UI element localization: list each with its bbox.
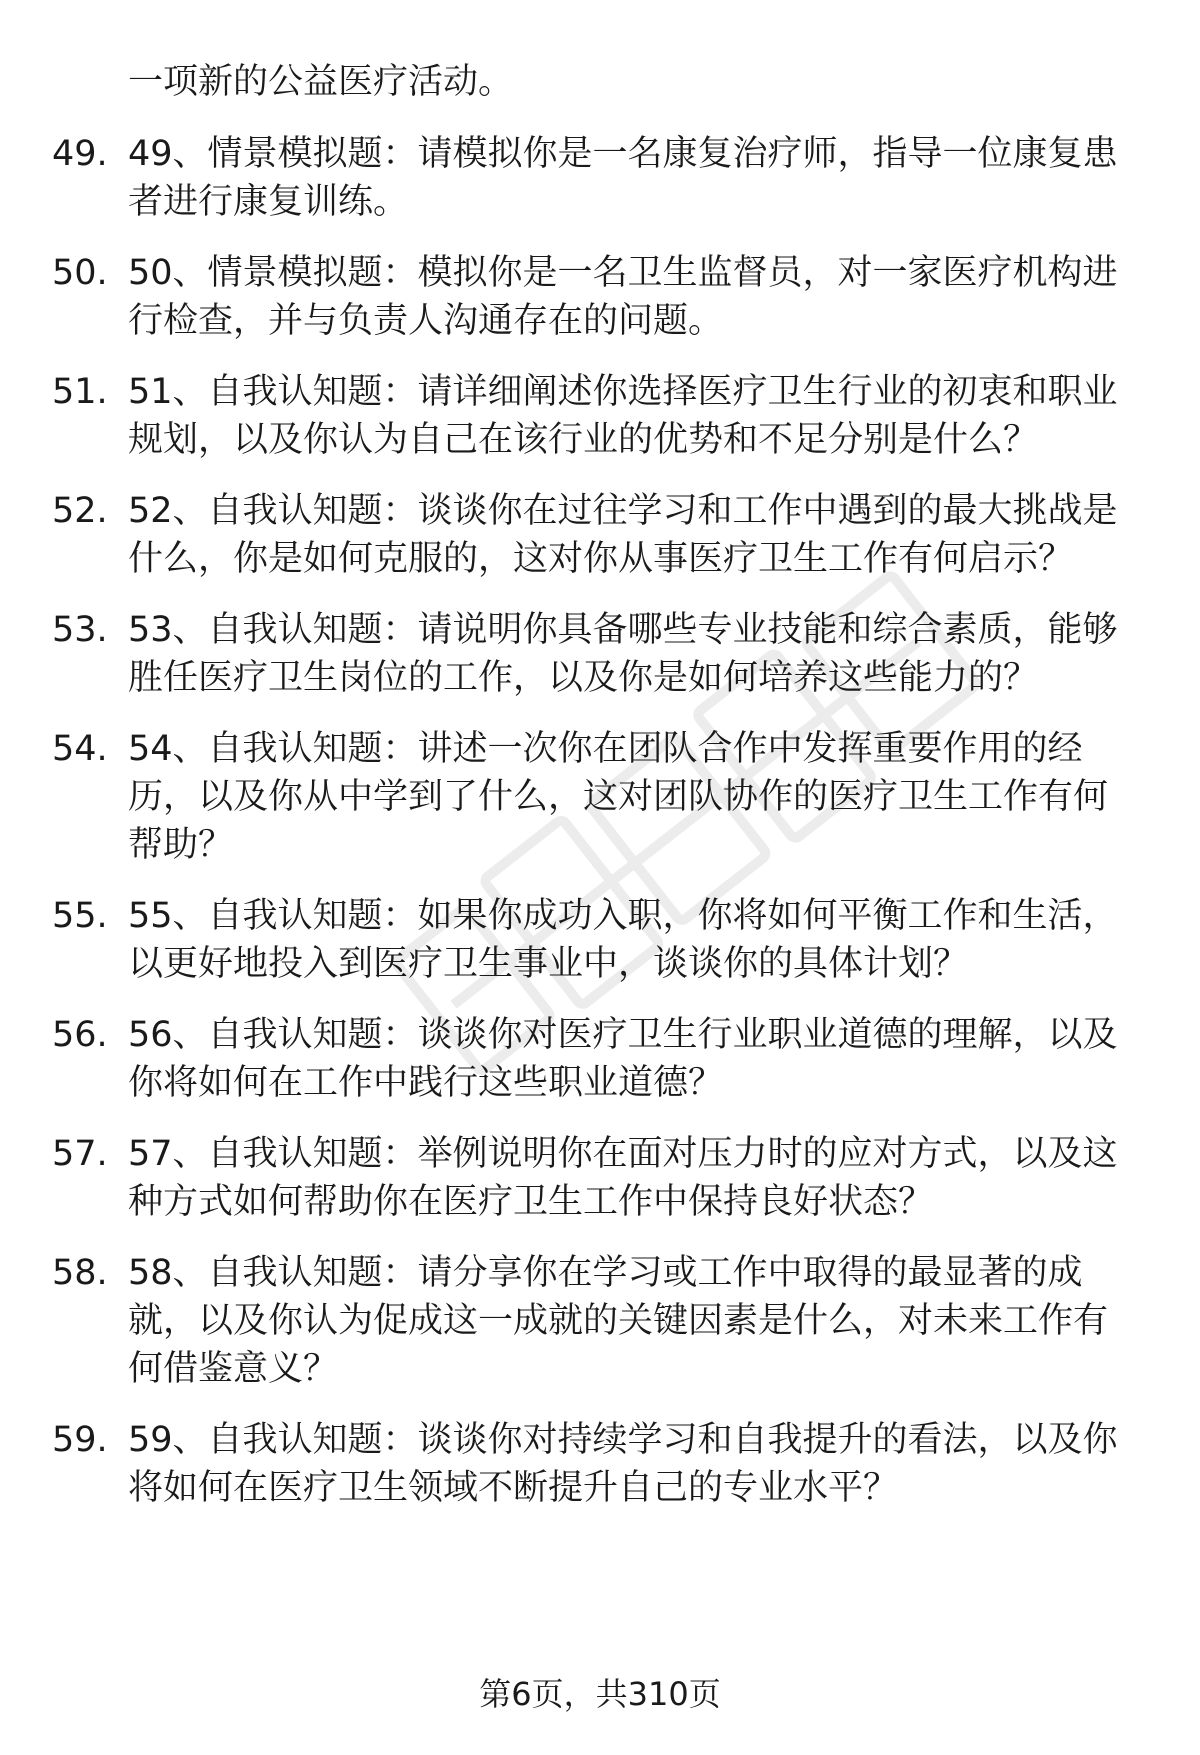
list-item-text bbox=[128, 1011, 1158, 1107]
page-footer: 第6页，共310页 bbox=[479, 1675, 721, 1713]
list-item-number: 50. bbox=[52, 253, 108, 293]
text-line: 将如何在医疗卫生领域不断提升自己的专业水平？ bbox=[128, 1468, 899, 1508]
list-item-number: 52. bbox=[52, 491, 108, 531]
text-line: 52、自我认知题：谈谈你在过往学习和工作中遇到的最大挑战是 bbox=[128, 491, 1118, 531]
list-item-text bbox=[128, 1249, 1158, 1393]
list-item-number: 55. bbox=[52, 896, 108, 936]
list-item-text bbox=[128, 606, 1158, 702]
text-line: 帮助？ bbox=[128, 825, 234, 865]
list-item-text bbox=[128, 487, 1158, 583]
text-line: 55、自我认知题：如果你成功入职，你将如何平衡工作和生活， bbox=[128, 896, 1118, 936]
list-item-text bbox=[128, 249, 1158, 345]
list-item-text bbox=[128, 130, 1158, 226]
text-line: 58、自我认知题：请分享你在学习或工作中取得的最显著的成 bbox=[128, 1253, 1083, 1293]
text-line: 50、情景模拟题：模拟你是一名卫生监督员，对一家医疗机构进 bbox=[128, 253, 1118, 293]
text-line: 就，以及你认为促成这一成就的关键因素是什么，对未来工作有 bbox=[128, 1301, 1109, 1341]
text-line: 行检查，并与负责人沟通存在的问题。 bbox=[128, 301, 724, 341]
text-line: 规划，以及你认为自己在该行业的优势和不足分别是什么？ bbox=[128, 420, 1039, 460]
text-line: 什么，你是如何克服的，这对你从事医疗卫生工作有何启示？ bbox=[128, 539, 1074, 579]
text-line: 胜任医疗卫生岗位的工作，以及你是如何培养这些能力的？ bbox=[128, 658, 1039, 698]
list-item-number: 58. bbox=[52, 1253, 108, 1293]
list-item-text bbox=[128, 1416, 1158, 1512]
text-line: 59、自我认知题：谈谈你对持续学习和自我提升的看法，以及你 bbox=[128, 1420, 1118, 1460]
text-line: 49、情景模拟题：请模拟你是一名康复治疗师，指导一位康复患 bbox=[128, 134, 1118, 174]
text-line: 53、自我认知题：请说明你具备哪些专业技能和综合素质，能够 bbox=[128, 610, 1118, 650]
list-item-number: 59. bbox=[52, 1420, 108, 1460]
list-item-text bbox=[128, 368, 1158, 464]
text-line: 者进行康复训练。 bbox=[128, 182, 409, 222]
continued-text: 一项新的公益医疗活动。 bbox=[128, 62, 514, 102]
list-item-number: 57. bbox=[52, 1134, 108, 1174]
list-item-number: 49. bbox=[52, 134, 108, 174]
list-item-text bbox=[128, 725, 1158, 869]
text-line: 你将如何在工作中践行这些职业道德？ bbox=[128, 1063, 724, 1103]
text-line: 历，以及你从中学到了什么，这对团队协作的医疗卫生工作有何 bbox=[128, 777, 1109, 817]
text-line: 57、自我认知题：举例说明你在面对压力时的应对方式，以及这 bbox=[128, 1134, 1118, 1174]
list-item-number: 51. bbox=[52, 372, 108, 412]
text-line: 何借鉴意义？ bbox=[128, 1349, 339, 1389]
list-item-text bbox=[128, 892, 1158, 988]
text-line: 以更好地投入到医疗卫生事业中，谈谈你的具体计划？ bbox=[128, 944, 969, 984]
text-line: 56、自我认知题：谈谈你对医疗卫生行业职业道德的理解，以及 bbox=[128, 1015, 1118, 1055]
list-item-text bbox=[128, 1130, 1158, 1226]
list-item-number: 53. bbox=[52, 610, 108, 650]
list-item-number: 56. bbox=[52, 1015, 108, 1055]
text-line: 51、自我认知题：请详细阐述你选择医疗卫生行业的初衷和职业 bbox=[128, 372, 1118, 412]
text-line: 种方式如何帮助你在医疗卫生工作中保持良好状态？ bbox=[128, 1182, 934, 1222]
list-item-number: 54. bbox=[52, 729, 108, 769]
text-line: 54、自我认知题：讲述一次你在团队合作中发挥重要作用的经 bbox=[128, 729, 1083, 769]
